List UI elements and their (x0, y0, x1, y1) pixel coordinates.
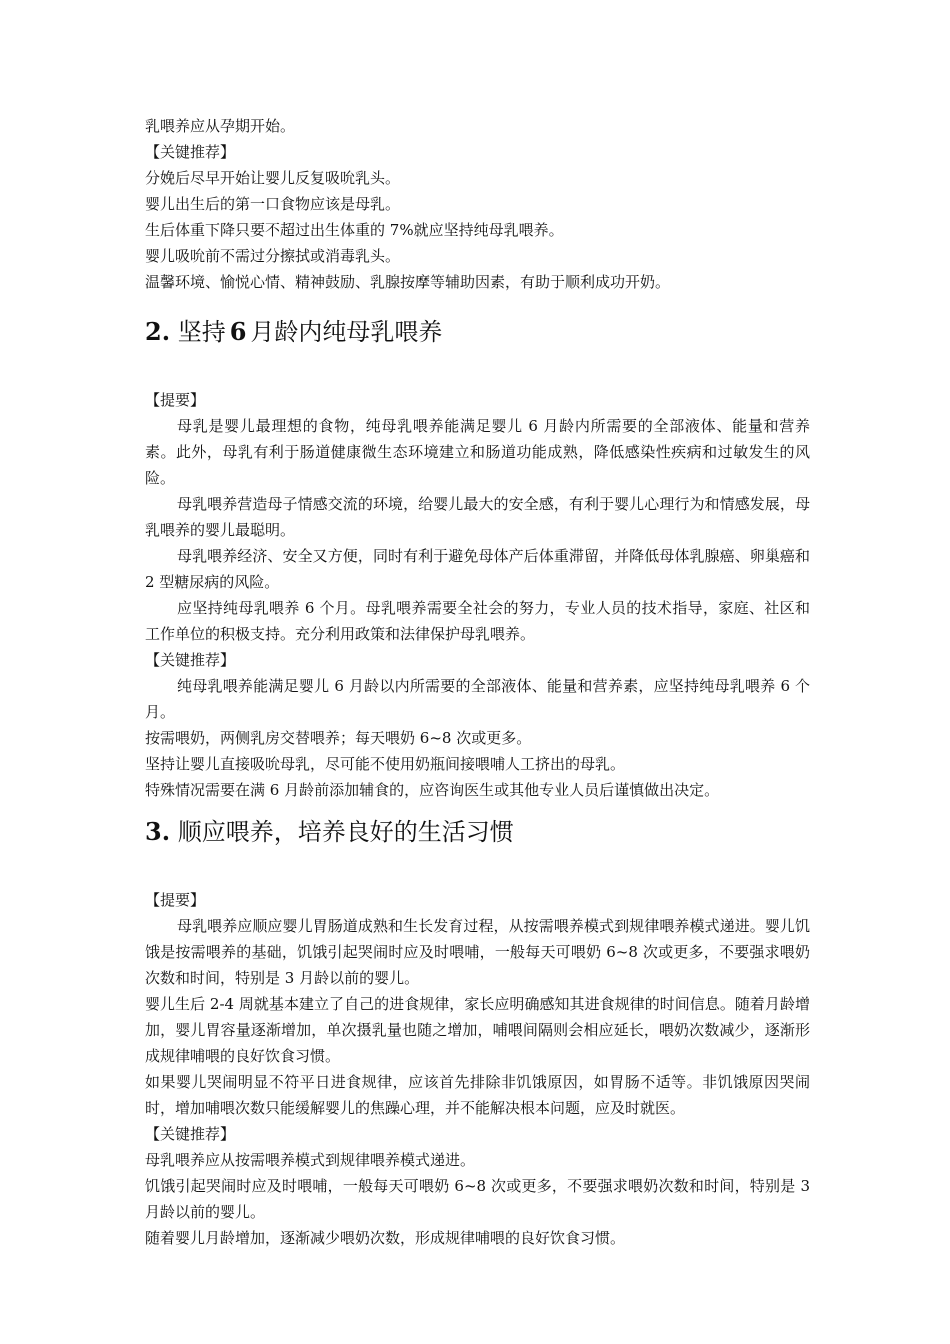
recommendation-line: 坚持让婴儿直接吸吮母乳，尽可能不使用奶瓶间接喂哺人工挤出的母乳。 (145, 755, 626, 773)
summary-paragraph: 母乳喂养应顺应婴儿胃肠道成熟和生长发育过程，从按需喂养模式到规律喂养模式递进。婴儿饥饿是按需喂养的基础，饥饿引起哭闹时应及时喂哺，一般每天可喂奶 6~8 次或更多，不要强求喂奶次数和时间，特别是 3 月龄以前的婴儿。 (145, 917, 810, 987)
section-2-heading (145, 315, 810, 349)
key-recommendation-tag: 【关键推荐】 (145, 651, 236, 669)
section-3-title: 顺应喂养，培养良好的生活习惯 (177, 818, 514, 846)
intro-line: 婴儿吸吮前不需过分擦拭或消毒乳头。 (145, 247, 401, 265)
intro-line: 乳喂养应从孕期开始。 (145, 117, 296, 135)
section-3-summary (145, 887, 810, 1121)
section-2-title-b: 6 (229, 317, 247, 346)
section-3-recommendations (145, 1121, 810, 1251)
intro-line: 婴儿出生后的第一口食物应该是母乳。 (145, 195, 401, 213)
summary-paragraph: 母乳喂养经济、安全又方便，同时有利于避免母体产后体重滞留，并降低母体乳腺癌、卵巢癌和 2 型糖尿病的风险。 (145, 547, 810, 591)
section-2-recommendations (145, 647, 810, 803)
recommendation-line: 按需喂奶，两侧乳房交替喂养；每天喂奶 6~8 次或更多。 (145, 729, 532, 747)
summary-paragraph: 母乳是婴儿最理想的食物，纯母乳喂养能满足婴儿 6 月龄内所需要的全部液体、能量和营养素。此外，母乳有利于肠道健康微生态环境建立和肠道功能成熟，降低感染性疾病和过敏发生的风险。 (145, 417, 810, 487)
recommendation-line: 特殊情况需要在满 6 月龄前添加辅食的，应咨询医生或其他专业人员后谨慎做出决定。 (145, 781, 720, 799)
intro-line: 分娩后尽早开始让婴儿反复吸吮乳头。 (145, 169, 401, 187)
summary-paragraph: 婴儿生后 2-4 周就基本建立了自己的进食规律，家长应明确感知其进食规律的时间信息。随着月龄增加，婴儿胃容量逐渐增加，单次摄乳量也随之增加，哺喂间隔则会相应延长，喂奶次数减少，逐渐形成规律哺喂的良好饮食习惯。 (145, 995, 810, 1065)
intro-line: 生后体重下降只要不超过出生体重的 7%就应坚持纯母乳喂养。 (145, 221, 564, 239)
summary-tag: 【提要】 (145, 891, 206, 909)
section-3-number: 3. (145, 817, 171, 846)
key-recommendation-tag: 【关键推荐】 (145, 1125, 236, 1143)
summary-paragraph: 母乳喂养营造母子情感交流的环境，给婴儿最大的安全感，有利于婴儿心理行为和情感发展，母乳喂养的婴儿最聪明。 (145, 495, 810, 539)
recommendation-paragraph: 饥饿引起哭闹时应及时喂哺，一般每天可喂奶 6~8 次或更多，不要强求喂奶次数和时间，特别是 3 月龄以前的婴儿。 (145, 1177, 810, 1221)
recommendation-paragraph: 母乳喂养应从按需喂养模式到规律喂养模式递进。 (145, 1151, 476, 1169)
intro-block (145, 113, 810, 295)
section-3-heading (145, 815, 810, 849)
section-2-title-a: 坚持 (177, 318, 226, 346)
recommendation-paragraph: 随着婴儿月龄增加，逐渐减少喂奶次数，形成规律哺喂的良好饮食习惯。 (145, 1229, 626, 1247)
key-recommendation-tag: 【关键推荐】 (145, 143, 236, 161)
summary-paragraph: 应坚持纯母乳喂养 6 个月。母乳喂养需要全社会的努力，专业人员的技术指导，家庭、社区和工作单位的积极支持。充分利用政策和法律保护母乳喂养。 (145, 599, 810, 643)
summary-tag: 【提要】 (145, 391, 206, 409)
intro-line: 温馨环境、愉悦心情、精神鼓励、乳腺按摩等辅助因素，有助于顺利成功开奶。 (145, 273, 671, 291)
section-2-title-c: 月龄内纯母乳喂养 (250, 318, 443, 346)
recommendation-paragraph: 纯母乳喂养能满足婴儿 6 月龄以内所需要的全部液体、能量和营养素，应坚持纯母乳喂养 6 个月。 (145, 677, 810, 721)
section-2-number: 2. (145, 317, 171, 346)
section-2-summary (145, 387, 810, 647)
document-page (145, 113, 810, 1251)
summary-paragraph: 如果婴儿哭闹明显不符平日进食规律，应该首先排除非饥饿原因，如胃肠不适等。非饥饿原因哭闹时，增加哺喂次数只能缓解婴儿的焦躁心理，并不能解决根本问题，应及时就医。 (145, 1073, 810, 1117)
